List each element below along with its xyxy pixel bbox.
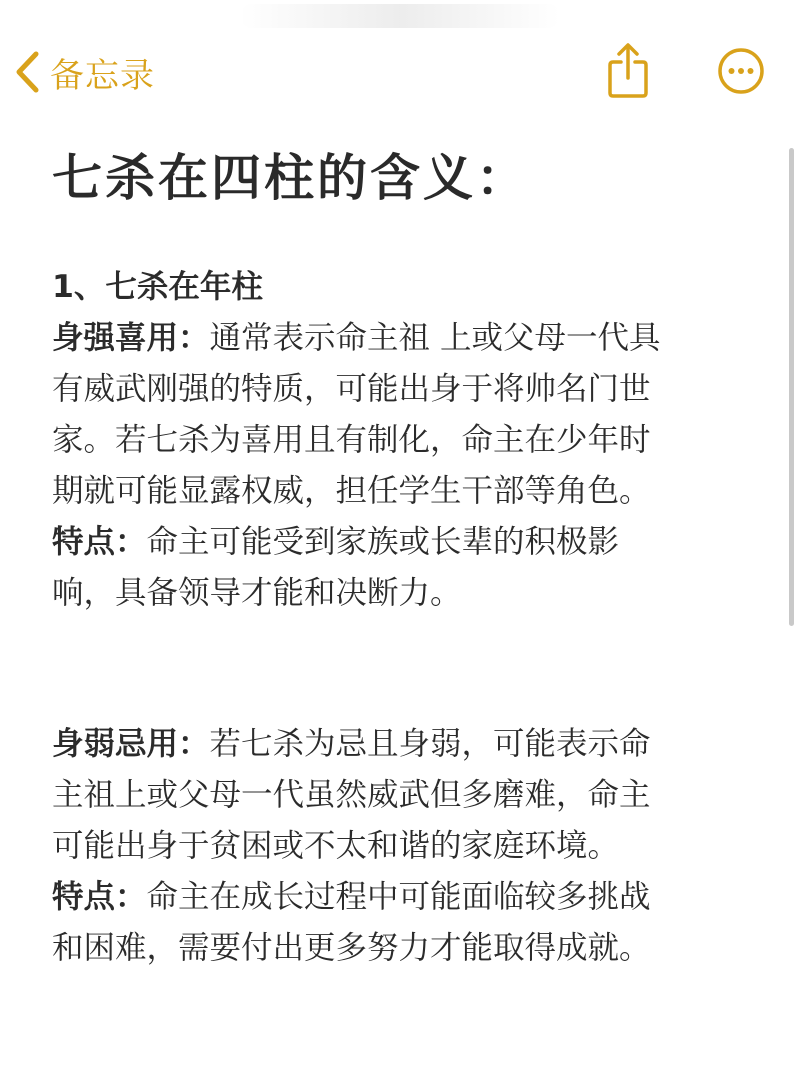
share-button[interactable] xyxy=(600,42,656,102)
ellipsis-circle-icon xyxy=(717,47,765,99)
chevron-left-icon xyxy=(14,50,40,94)
paragraph-line xyxy=(52,719,742,770)
trait-label: 特点： xyxy=(52,879,147,915)
weak-unfavorable-label: 身弱忌用： xyxy=(52,726,210,762)
paragraph-text: 若七杀为忌且身弱，可能表示命 xyxy=(209,726,651,762)
status-bar-fade xyxy=(240,4,560,28)
paragraph-line xyxy=(52,313,742,364)
paragraph-text: 命主在成长过程中可能面临较多挑战 xyxy=(146,879,651,915)
note-body[interactable] xyxy=(52,262,742,974)
trait-label: 特点： xyxy=(52,524,147,560)
paragraph-line: 期就可能显露权威，担任学生干部等角色。 xyxy=(52,473,651,509)
more-button[interactable] xyxy=(716,48,766,98)
paragraph-line: 和困难，需要付出更多努力才能取得成就。 xyxy=(52,930,651,966)
paragraph-line xyxy=(52,517,742,568)
paragraph-line: 主祖上或父母一代虽然威武但多磨难，命主 xyxy=(52,777,651,813)
paragraph-line xyxy=(52,872,742,923)
note-title: 七杀在四柱的含义： xyxy=(52,149,529,207)
back-button[interactable] xyxy=(14,46,155,98)
scrollbar[interactable] xyxy=(789,148,794,626)
share-icon xyxy=(606,42,650,102)
navigation-bar xyxy=(0,40,800,104)
paragraph-line: 可能出身于贫困或不太和谐的家庭环境。 xyxy=(52,828,620,864)
paragraph-text: 通常表示命主祖 上或父母一代具 xyxy=(209,320,661,356)
section-heading: 1、七杀在年柱 xyxy=(52,269,263,305)
paragraph-line: 有威武刚强的特质，可能出身于将帅名门世 xyxy=(52,371,651,407)
strong-favorable-label: 身强喜用： xyxy=(52,320,210,356)
back-button-label: 备忘录 xyxy=(50,55,155,96)
paragraph-line: 家。若七杀为喜用且有制化，命主在少年时 xyxy=(52,422,651,458)
paragraph-line: 响，具备领导才能和决断力。 xyxy=(52,575,462,611)
paragraph-text: 命主可能受到家族或长辈的积极影 xyxy=(146,524,620,560)
paragraph-gap xyxy=(52,619,742,719)
